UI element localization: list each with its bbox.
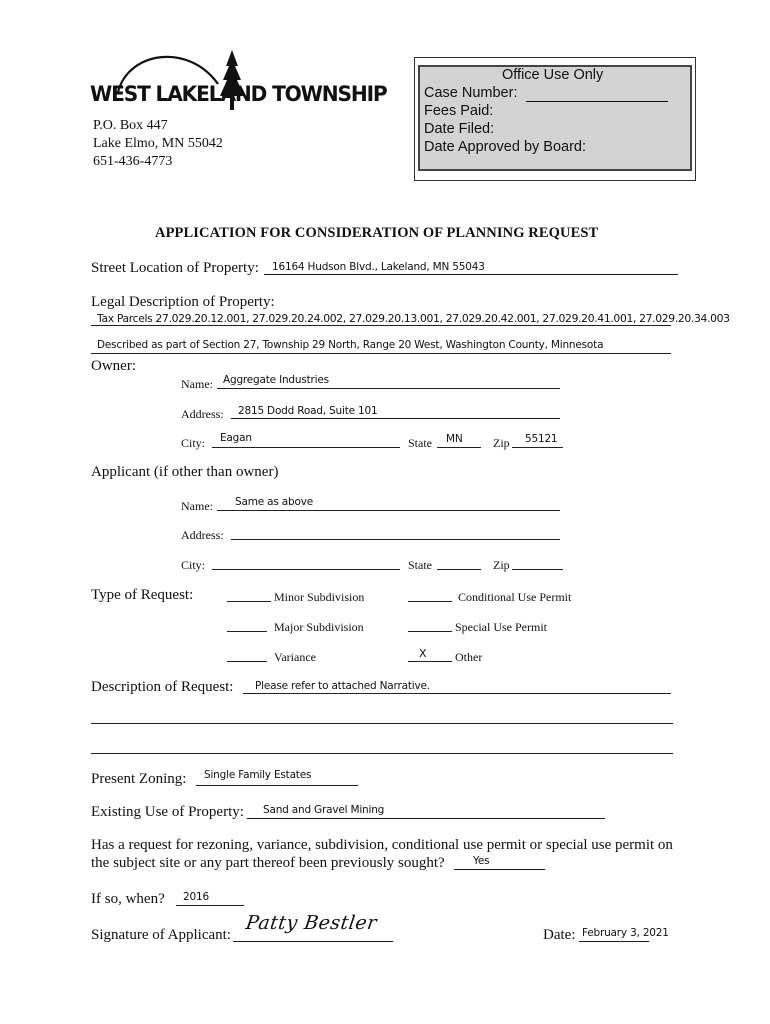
applicant-address-label: Address: <box>181 528 224 542</box>
street-location-value[interactable]: 16164 Hudson Blvd., Lakeland, MN 55043 <box>272 261 485 273</box>
owner-name-label: Name: <box>181 377 213 391</box>
type-of-request-label: Type of Request: <box>91 587 194 603</box>
signature-date-label: Date: <box>543 927 576 943</box>
present-zoning-line <box>196 785 358 786</box>
legal-description-value-1[interactable]: Tax Parcels 27.029.20.12.001, 27.029.20.24.002, 27.029.20.13.001, 27.029.20.42.001, 27.029.20.41.001, 27.029.20.34.003 <box>97 312 730 325</box>
variance-label: Variance <box>274 650 316 664</box>
description-line-1 <box>243 693 671 694</box>
prior-request-question-1: Has a request for rezoning, variance, subdivision, conditional use permit or special use permit on <box>91 837 673 853</box>
legal-description-line-1 <box>91 325 671 326</box>
prior-request-question-2: the subject site or any part thereof been previously sought? <box>91 855 445 871</box>
applicant-zip-line <box>512 569 563 570</box>
applicant-state-label: State <box>408 558 432 572</box>
owner-zip-line <box>512 447 563 448</box>
applicant-heading: Applicant (if other than owner) <box>91 464 279 480</box>
date-filed-label: Date Filed: <box>424 121 495 137</box>
signature-date-line <box>579 941 649 942</box>
street-location-line <box>264 274 678 275</box>
signature-label: Signature of Applicant: <box>91 927 231 943</box>
owner-address-value[interactable]: 2815 Dodd Road, Suite 101 <box>238 405 378 417</box>
applicant-city-label: City: <box>181 558 206 572</box>
legal-description-label: Legal Description of Property: <box>91 294 275 310</box>
prior-request-answer[interactable]: Yes <box>473 855 490 867</box>
owner-city-line <box>212 447 400 448</box>
owner-name-value[interactable]: Aggregate Industries <box>223 374 329 386</box>
other-checkbox-mark: X <box>419 647 427 660</box>
variance-checkbox[interactable] <box>227 661 267 662</box>
conditional-use-label: Conditional Use Permit <box>458 590 572 604</box>
owner-address-label: Address: <box>181 407 224 421</box>
description-value[interactable]: Please refer to attached Narrative. <box>255 680 430 692</box>
description-line-3 <box>91 753 673 754</box>
legal-description-line-2 <box>91 353 671 354</box>
prior-request-answer-line <box>454 869 545 870</box>
owner-zip-label: Zip <box>493 436 510 450</box>
other-label: Other <box>455 650 483 664</box>
minor-subdivision-label: Minor Subdivision <box>274 590 365 604</box>
existing-use-label: Existing Use of Property: <box>91 804 244 820</box>
applicant-state-line <box>437 569 481 570</box>
applicant-name-line <box>217 510 560 511</box>
address-line-2: Lake Elmo, MN 55042 <box>93 136 223 151</box>
prior-when-value[interactable]: 2016 <box>183 891 209 903</box>
conditional-use-checkbox[interactable] <box>408 601 452 602</box>
applicant-city-line <box>212 569 400 570</box>
description-line-2 <box>91 723 673 724</box>
existing-use-line <box>247 818 605 819</box>
owner-state-line <box>437 447 481 448</box>
owner-state-value[interactable]: MN <box>446 433 463 445</box>
phone-number: 651-436-4773 <box>93 154 173 169</box>
minor-subdivision-checkbox[interactable] <box>227 601 271 602</box>
township-logo <box>88 44 387 116</box>
other-checkbox[interactable] <box>408 661 452 662</box>
fees-paid-label: Fees Paid: <box>424 103 494 119</box>
signature-line <box>233 941 393 942</box>
case-number-line <box>526 101 668 102</box>
applicant-name-label: Name: <box>181 499 213 513</box>
owner-zip-value[interactable]: 55121 <box>525 433 558 445</box>
applicant-zip-label: Zip <box>493 558 510 572</box>
existing-use-value[interactable]: Sand and Gravel Mining <box>263 804 385 816</box>
owner-heading: Owner: <box>91 358 136 374</box>
signature-value[interactable]: Patty Bestler <box>244 912 379 934</box>
street-location-label: Street Location of Property: <box>91 260 259 276</box>
major-subdivision-checkbox[interactable] <box>227 631 267 632</box>
present-zoning-value[interactable]: Single Family Estates <box>204 769 312 781</box>
special-use-checkbox[interactable] <box>408 631 452 632</box>
prior-when-label: If so, when? <box>91 891 165 907</box>
logo-text: WEST LAKELAND TOWNSHIP <box>90 82 387 106</box>
special-use-label: Special Use Permit <box>455 620 547 634</box>
owner-city-value[interactable]: Eagan <box>220 432 252 444</box>
present-zoning-label: Present Zoning: <box>91 771 187 787</box>
description-label: Description of Request: <box>91 679 234 695</box>
applicant-name-value[interactable]: Same as above <box>235 496 313 508</box>
applicant-address-line <box>231 539 560 540</box>
date-approved-label: Date Approved by Board: <box>424 139 587 155</box>
form-title: APPLICATION FOR CONSIDERATION OF PLANNING REQUEST <box>155 225 599 241</box>
legal-description-value-2[interactable]: Described as part of Section 27, Township 29 North, Range 20 West, Washington County, Minnesota <box>97 339 604 351</box>
owner-name-line <box>217 388 560 389</box>
owner-address-line <box>231 418 560 419</box>
owner-city-label: City: <box>181 436 206 450</box>
prior-when-line <box>176 905 244 906</box>
major-subdivision-label: Major Subdivision <box>274 620 364 634</box>
signature-date-value[interactable]: February 3, 2021 <box>582 927 669 939</box>
owner-state-label: State <box>408 436 432 450</box>
office-use-title: Office Use Only <box>502 67 604 83</box>
case-number-label: Case Number: <box>424 85 518 101</box>
address-line-1: P.O. Box 447 <box>93 118 168 133</box>
